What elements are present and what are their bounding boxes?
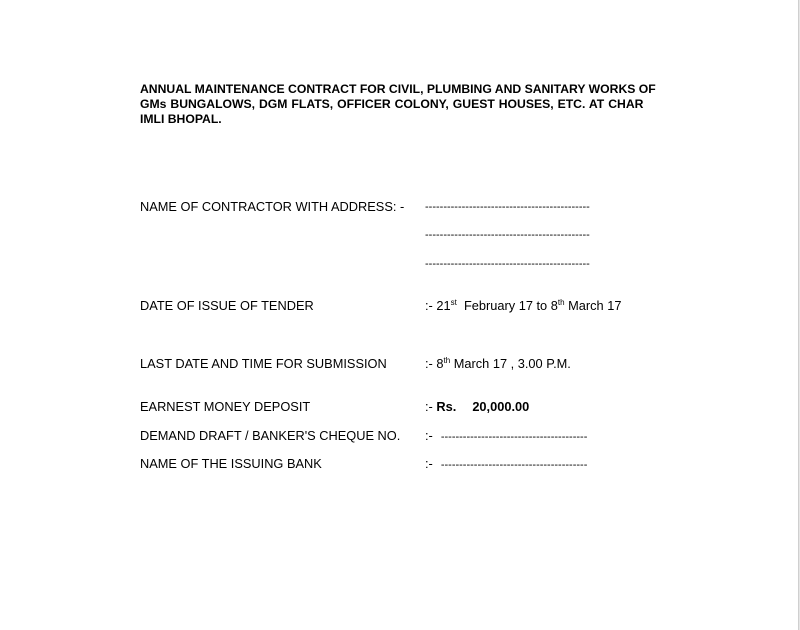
emd-label: EARNEST MONEY DEPOSIT (140, 399, 311, 414)
issue-date-label: DATE OF ISSUE OF TENDER (140, 298, 314, 313)
issuing-bank-value (425, 456, 587, 473)
issue-date-prefix: :- 21 (425, 298, 451, 313)
contractor-blank-3: --------------------------------------------- (425, 258, 590, 270)
submission-suffix: March 17 , 3.00 P.M. (450, 356, 571, 371)
demand-draft-prefix: :- (425, 428, 433, 443)
issuing-bank-prefix: :- (425, 456, 433, 471)
submission-prefix: :- 8 (425, 356, 444, 371)
issue-date-sup-start: st (450, 298, 457, 307)
submission-value (425, 356, 571, 372)
title-line-2: GMs BUNGALOWS, DGM FLATS, OFFICER COLONY, GUEST HOUSES, ETC. AT CHAR (140, 97, 644, 111)
contractor-blank-2: --------------------------------------------- (425, 229, 590, 241)
document-title (140, 82, 675, 127)
issue-date-middle: February 17 to 8 (456, 298, 558, 313)
issuing-bank-label: NAME OF THE ISSUING BANK (140, 456, 322, 471)
demand-draft-value (425, 428, 587, 445)
issue-date-value (425, 298, 621, 314)
demand-draft-label: DEMAND DRAFT / BANKER'S CHEQUE NO. (140, 428, 401, 443)
issue-date-suffix: March 17 (564, 298, 622, 313)
demand-draft-blank: ---------------------------------------- (440, 431, 588, 443)
submission-label: LAST DATE AND TIME FOR SUBMISSION (140, 356, 387, 371)
title-line-3: IMLI BHOPAL. (140, 112, 222, 126)
emd-prefix: :- (425, 399, 433, 414)
contractor-label: NAME OF CONTRACTOR WITH ADDRESS: - (140, 199, 405, 214)
emd-amount: 20,000.00 (472, 399, 530, 414)
issue-date-sup-end: th (557, 298, 565, 307)
issuing-bank-blank: ---------------------------------------- (440, 459, 588, 471)
title-line-1: ANNUAL MAINTENANCE CONTRACT FOR CIVIL, PLUMBING AND SANITARY WORKS OF (140, 82, 656, 96)
emd-value (425, 399, 529, 415)
emd-currency: Rs. (436, 399, 457, 414)
submission-sup: th (443, 356, 451, 365)
contractor-blank-1: --------------------------------------------- (425, 201, 590, 213)
